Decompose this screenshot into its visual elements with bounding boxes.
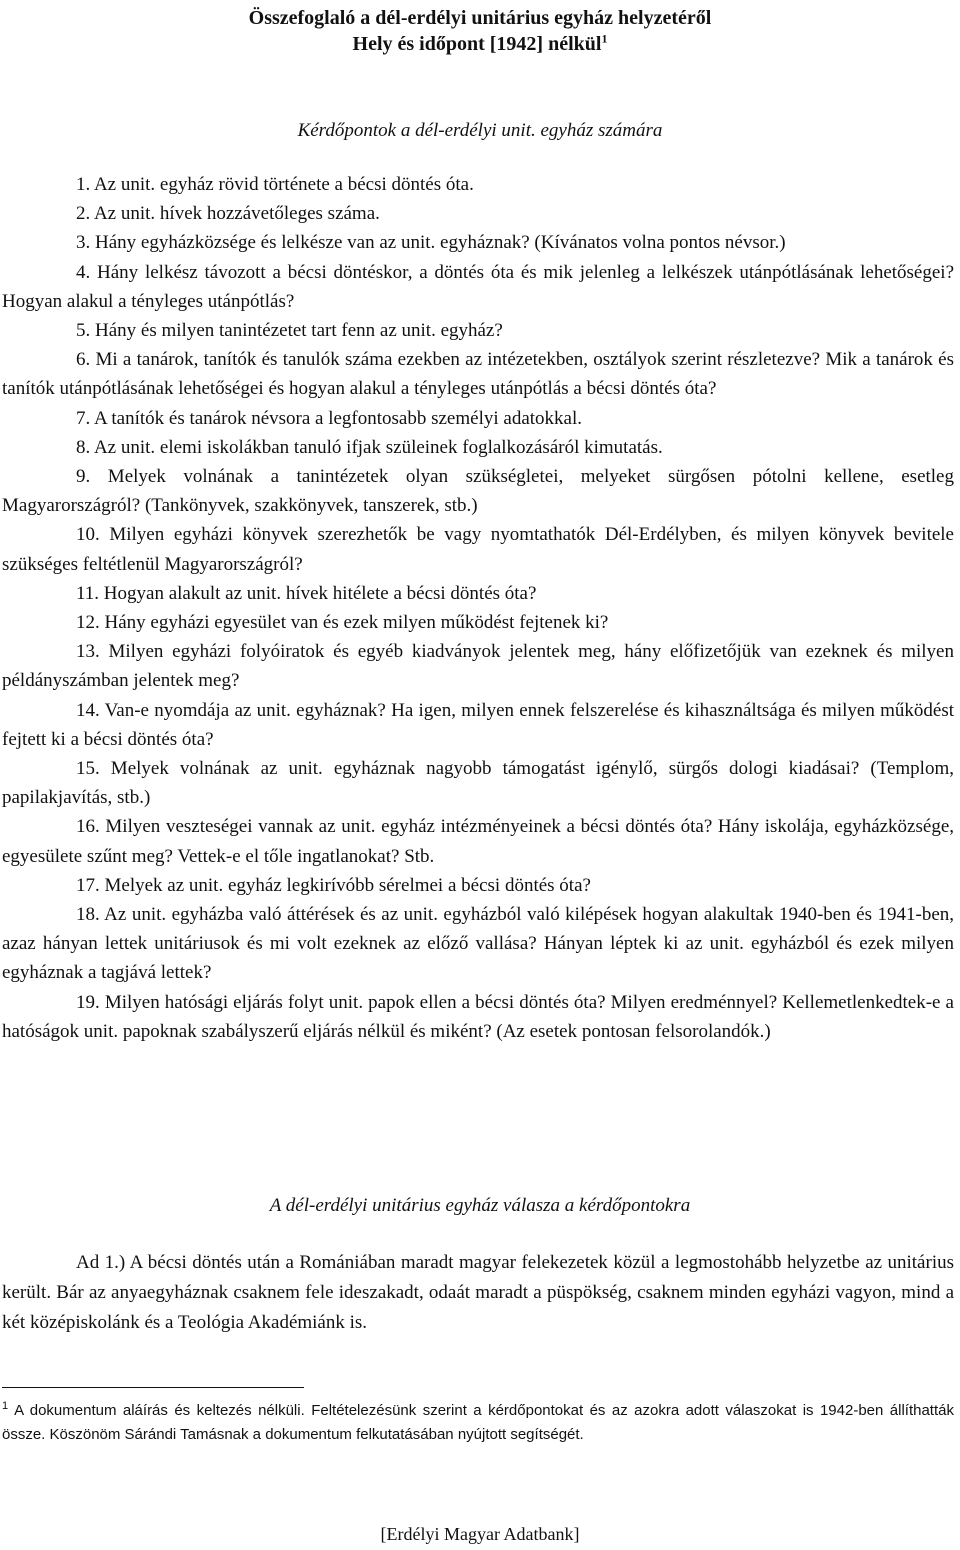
question-item: 8. Az unit. elemi iskolákban tanuló ifjak szüleinek foglalkozásáról kimutatás.: [76, 436, 663, 458]
question-item: 18. Az unit. egyházba való áttérések és az unit. egyházból való kilépések hogyan alakultak 1940-ben és 1941-ben, azaz hányan lettek unitáriusok és mi volt ezeknek az előző vallása? Hányan léptek ki az unit. egyházból és ezek milyen egyháznak a tagjává lettek?: [2, 904, 954, 984]
question-item: 1. Az unit. egyház rövid története a bécsi döntés óta.: [76, 174, 474, 195]
question-item: 14. Van-e nyomdája az unit. egyháznak? Ha igen, milyen ennek felszerelése és kihasználtsága és milyen működést fejtett ki a bécsi döntés óta?: [2, 699, 954, 750]
question-item: 13. Milyen egyházi folyóiratok és egyéb kiadványok jelentek meg, hány előfizetőjük van ezeknek és milyen példányszámban jelentek meg?: [2, 641, 954, 692]
question-item: 4. Hány lelkész távozott a bécsi döntéskor, a döntés óta és mik jelenleg a lelkészek utánpótlásának lehetőségei? Hogyan alakul a tényleges utánpótlás?: [2, 261, 954, 312]
footnote: [2, 1399, 954, 1447]
question-item: 5. Hány és milyen tanintézetet tart fenn az unit. egyház?: [76, 320, 503, 342]
title-line-2: Hely és időpont [1942] nélkül: [352, 33, 602, 55]
question-item: 9. Melyek volnának a tanintézetek olyan szükségletei, melyeket sürgősen pótolni kellene, esetleg Magyarországról? (Tankönyvek, szakkönyvek, tanszerek, stb.): [2, 466, 954, 517]
footnote-mark: 1: [2, 1400, 9, 1412]
document-title: [0, 5, 960, 57]
question-item: 10. Milyen egyházi könyvek szerezhetők be vagy nyomtathatók Dél-Erdélyben, és milyen könyvek bevitele szükséges feltétlenül Magyarországról?: [2, 524, 954, 575]
question-item: 11. Hogyan alakult az unit. hívek hitélete a bécsi döntés óta?: [76, 582, 537, 604]
answers-heading: A dél-erdélyi unitárius egyház válasza a kérdőpontokra: [269, 1195, 691, 1216]
questions-list: [2, 170, 954, 1046]
title-line-1: Összefoglaló a dél-erdélyi unitárius egyház helyzetéről: [248, 7, 712, 29]
footnote-divider: [2, 1387, 304, 1388]
question-item: 15. Melyek volnának az unit. egyháznak nagyobb támogatást igénylő, sürgős dologi kiadásai? (Templom, papilakjavítás, stb.): [2, 758, 954, 809]
question-item: 6. Mi a tanárok, tanítók és tanulók száma ezekben az intézetekben, osztályok szerint részletezve? Mik a tanárok és tanítók utánpótlásának lehetőségei és hogyan alakul a tényleges utánpótlás a bécsi döntés óta?: [2, 349, 954, 400]
questions-heading: Kérdőpontok a dél-erdélyi unit. egyház számára: [297, 120, 663, 141]
question-item: 17. Melyek az unit. egyház legkirívóbb sérelmei a bécsi döntés óta?: [76, 874, 591, 896]
footnote-reference: 1: [601, 31, 608, 46]
footnote-text: A dokumentum aláírás és keltezés nélküli. Feltételezésünk szerint a kérdőpontokat és az azokra adott válaszokat is 1942-ben állíthatták össze. Köszönöm Sárándi Tamásnak a dokumentum felkutatásában nyújtott segítségét.: [2, 1402, 954, 1443]
question-item: 16. Milyen veszteségei vannak az unit. egyház intézményeinek a bécsi döntés óta? Hány iskolája, egyházközsége, egyesülete szűnt meg? Vettek-e el tőle ingatlanokat? Stb.: [2, 816, 954, 867]
question-item: 3. Hány egyházközsége és lelkésze van az unit. egyháznak? (Kívánatos volna pontos névsor.): [76, 232, 786, 254]
answer-paragraph: Ad 1.) A bécsi döntés után a Romániában maradt magyar felekezetek közül a legmostohább helyzetbe az unitárius került. Bár az anyaegyháznak csaknem fele ideszakadt, odaát maradt a püspökség, csaknem minden egyházi vagyon, mind a két középiskolánk és a Teológia Akadémiánk is.: [2, 1252, 954, 1333]
question-item: 12. Hány egyházi egyesület van és ezek milyen működést fejtenek ki?: [76, 612, 609, 634]
page-footer-source: [Erdélyi Magyar Adatbank]: [380, 1524, 580, 1544]
question-item: 2. Az unit. hívek hozzávetőleges száma.: [76, 203, 380, 225]
question-item: 19. Milyen hatósági eljárás folyt unit. papok ellen a bécsi döntés óta? Milyen eredménnyel? Kellemetlenkedtek-e a hatóságok unit. papoknak szabályszerű eljárás nélkül és miként? (Az esetek pontosan felsorolandók.): [2, 991, 954, 1042]
question-item: 7. A tanítók és tanárok névsora a legfontosabb személyi adatokkal.: [76, 407, 582, 429]
